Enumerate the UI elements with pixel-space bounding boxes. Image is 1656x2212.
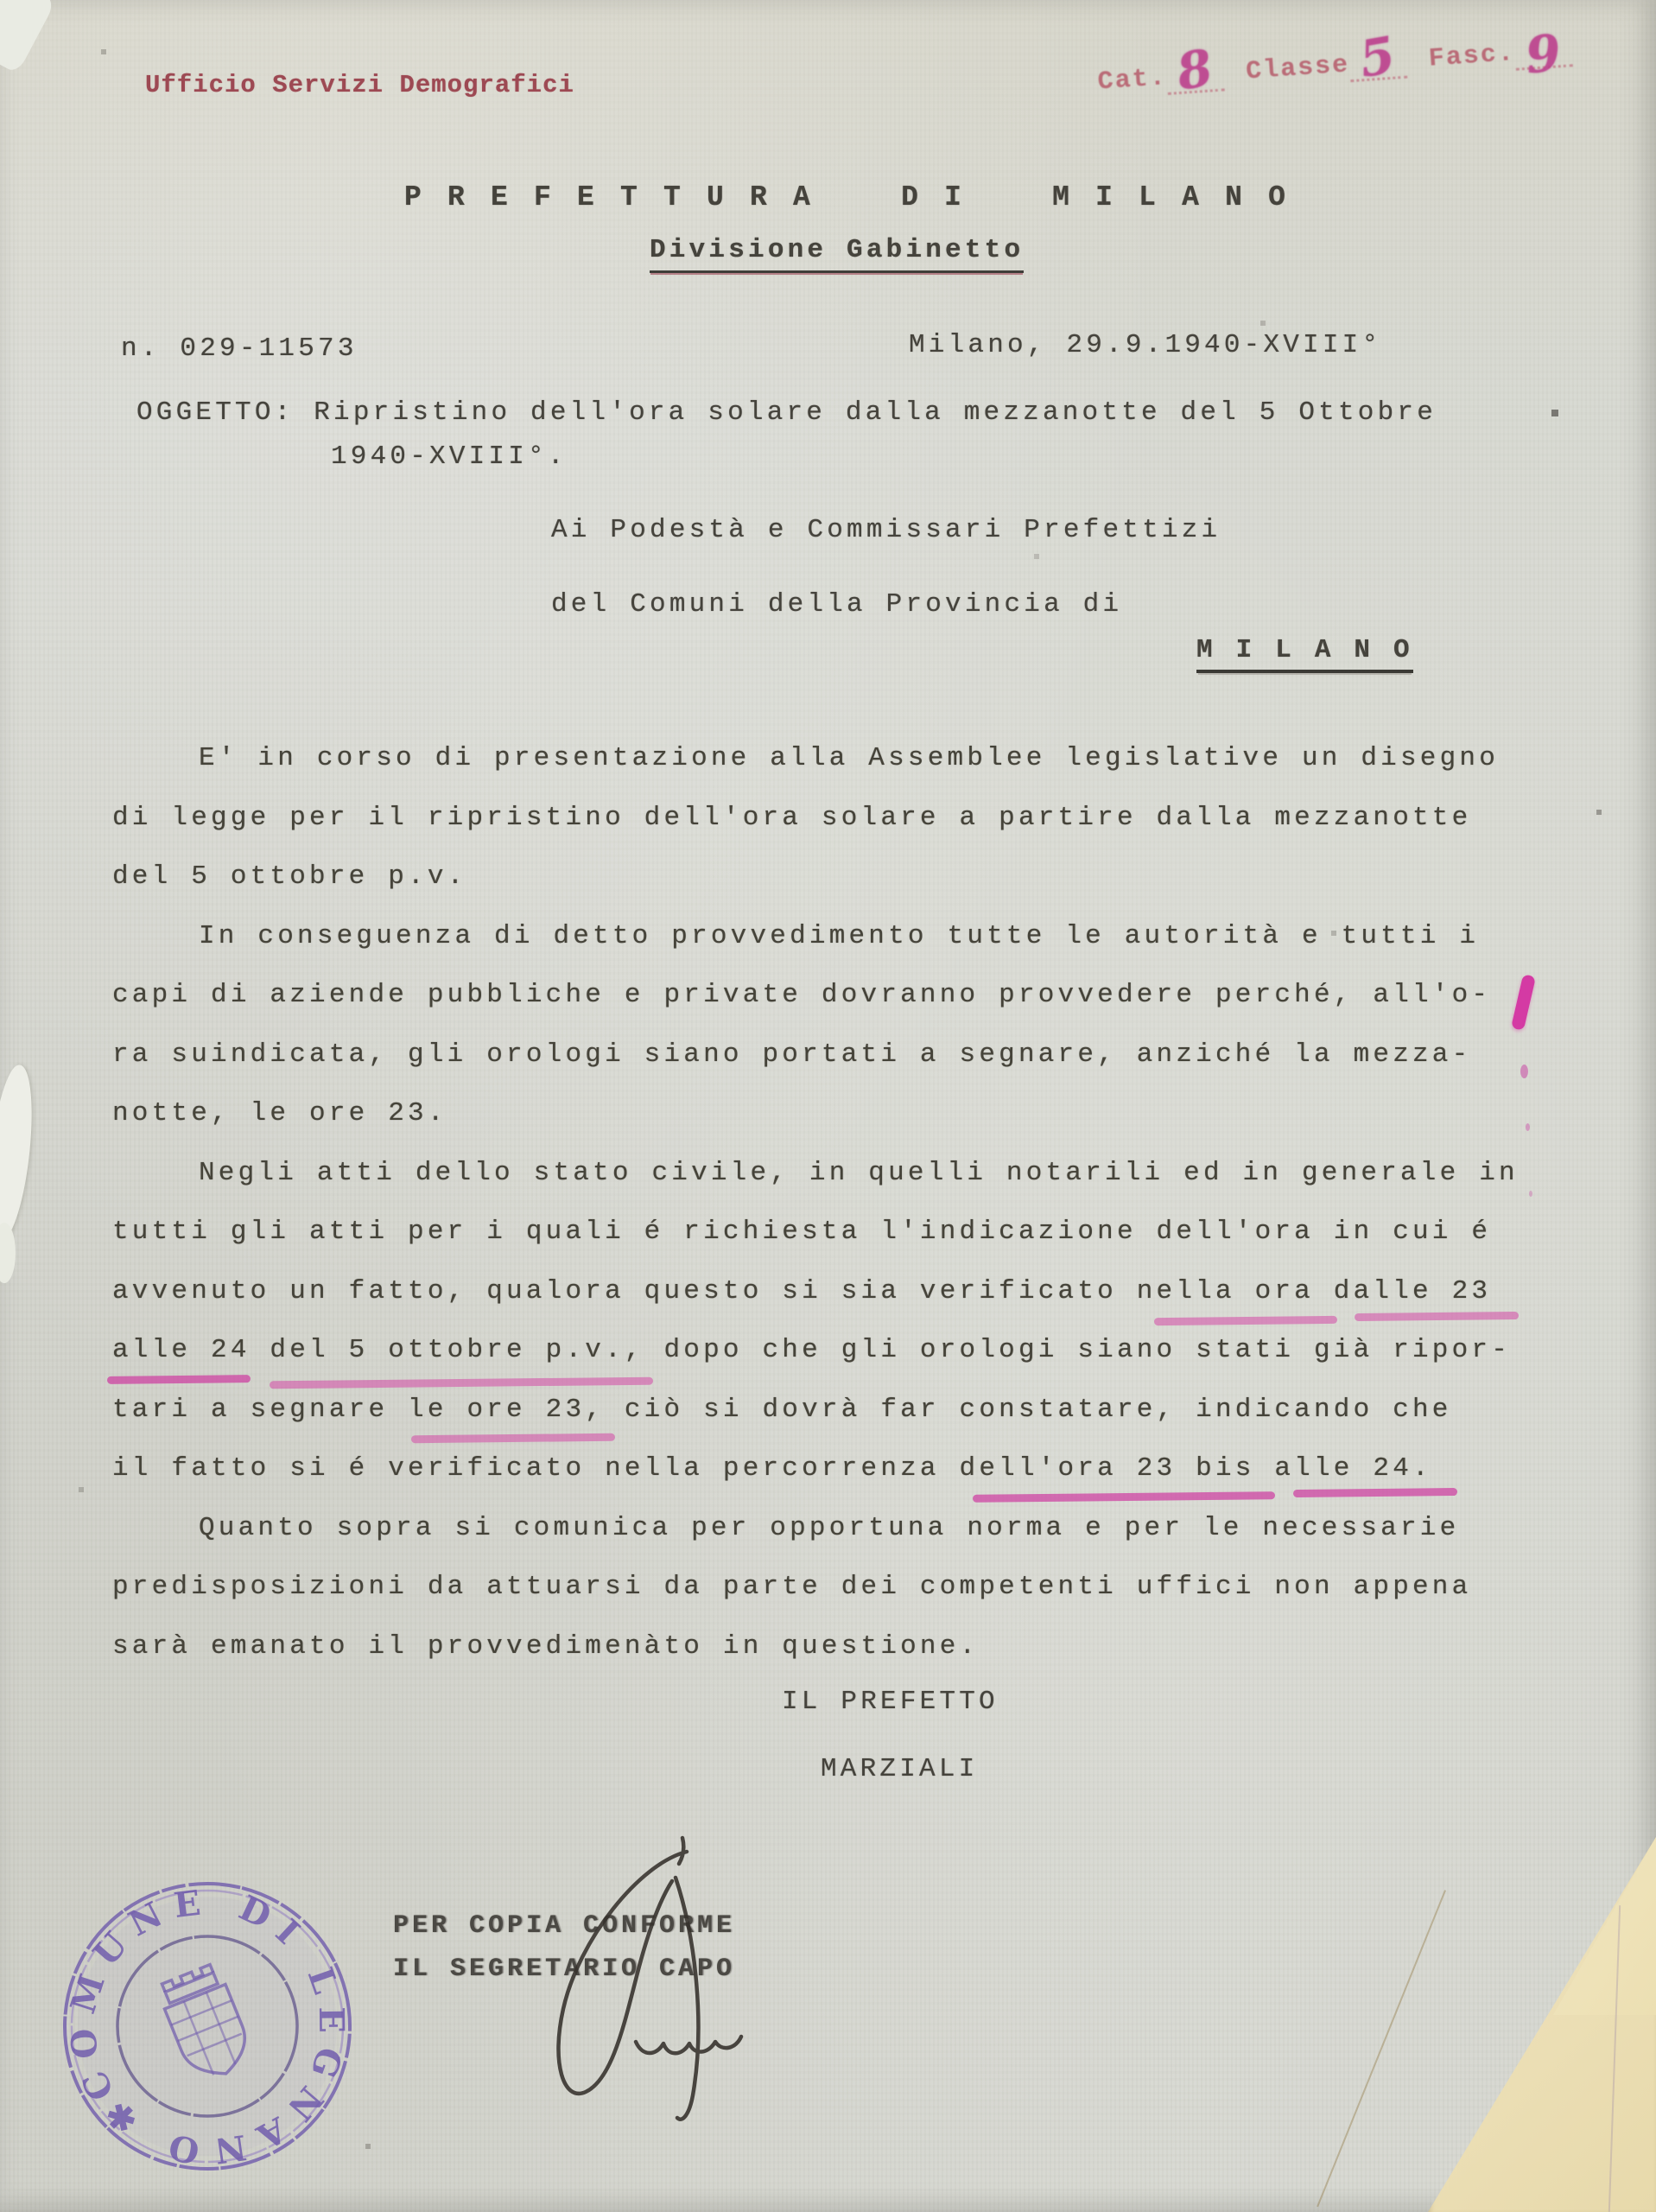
body-line: di legge per il ripristino dell'ora solare a partire dalla mezzanotte <box>112 802 1472 833</box>
letterhead-subtitle: Divisione Gabinetto <box>650 235 1024 273</box>
recipients-line-2: del Comuni della Provincia di <box>551 589 1123 620</box>
cat-label: Cat. <box>1096 63 1168 98</box>
cat-group <box>1096 37 1225 102</box>
cat-value-handwritten: 8 <box>1171 37 1219 102</box>
round-stamp-text: COMUNE DI LEGNANO ✱ <box>61 1881 352 2173</box>
classe-group <box>1244 24 1407 90</box>
pink-dot-mark <box>1529 1191 1532 1197</box>
paper-corner-crease <box>1317 1890 1446 2207</box>
body-line: E' in corso di presentazione alla Assemblee legislative un disegno <box>199 743 1499 773</box>
secretary-signature <box>466 1810 777 2147</box>
fasc-label: Fasc. <box>1427 38 1516 74</box>
letterhead-title: P R E F E T T U R A D I M I L A N O <box>404 181 1291 213</box>
cat-slot <box>1165 37 1225 102</box>
protocol-number: n. 029-11573 <box>121 334 358 364</box>
closing-title: IL PREFETTO <box>782 1687 999 1717</box>
body-line: il fatto si é verificato nella percorrenza dell'ora 23 bis alle 24. <box>112 1453 1432 1484</box>
office-header: Ufficio Servizi Demografici <box>145 71 574 99</box>
pink-dot-mark <box>1526 1123 1530 1131</box>
body-line: predisposizioni da attuarsi da parte dei competenti uffici non appena <box>112 1572 1472 1602</box>
dateline: Milano, 29.9.1940-XVIII° <box>909 330 1382 360</box>
torn-paper-top-left <box>0 0 56 74</box>
body-line: notte, le ore 23. <box>112 1098 447 1128</box>
closing-name: MARZIALI <box>821 1754 979 1784</box>
certification-line-2: IL SEGRETARIO CAPO <box>393 1955 736 1984</box>
body-line: sarà emanato il provvedimenàto in questione. <box>112 1630 980 1662</box>
body-line: avvenuto un fatto, qualora questo si sia verificato nella ora dalle 23 <box>112 1275 1492 1306</box>
fasc-value-handwritten: 9 <box>1522 22 1566 86</box>
body-line: Quanto sopra si comunica per opportuna norma e per le necessarie <box>199 1512 1460 1543</box>
fasc-slot <box>1513 22 1573 86</box>
letter-body <box>112 729 1564 1676</box>
body-line: In conseguenza di detto provvedimento tutte le autorità e tutti i <box>199 920 1480 951</box>
body-line: tutti gli atti per i quali é richiesta l'indicazione dell'ora in cui é <box>112 1217 1492 1247</box>
classe-slot <box>1348 24 1407 90</box>
underlying-paper-corner <box>1428 1837 1656 2212</box>
body-line: Negli atti dello stato civile, in quelli notarili ed in generale in <box>199 1157 1519 1188</box>
classe-label: Classe <box>1245 50 1351 87</box>
ink-specks <box>0 0 3 3</box>
torn-paper-left-edge-small <box>0 1223 16 1283</box>
recipients-line-1: Ai Podestà e Commissari Prefettizi <box>551 515 1221 545</box>
classe-value-handwritten: 5 <box>1355 24 1401 90</box>
body-line: capi di aziende pubbliche e private dovranno provvedere perché, all'o- <box>112 980 1492 1010</box>
subject-line-1: OGGETTO: Ripristino dell'ora solare dalla mezzanotte del 5 Ottobre <box>136 397 1437 428</box>
pink-dot-mark <box>1520 1065 1528 1078</box>
body-line: del 5 ottobre p.v. <box>112 861 467 892</box>
classification-stamp <box>1096 22 1585 154</box>
recipients-city: M I L A N O <box>1196 635 1413 673</box>
body-line: ra suindicata, gli orologi siano portati a segnare, anziché la mezza- <box>112 1039 1472 1070</box>
subject-line-2: 1940-XVIII°. <box>331 442 568 472</box>
body-line: alle 24 del 5 ottobre p.v., dopo che gli orologi siano stati già ripor- <box>112 1335 1512 1365</box>
fasc-group <box>1427 22 1573 86</box>
comune-di-legnano-stamp <box>41 1856 373 2196</box>
pink-underline-mark <box>107 1375 251 1384</box>
certification-line-1: PER COPIA CONFORME <box>393 1911 736 1941</box>
body-line: tari a segnare le ore 23, ciò si dovrà far constatare, indicando che <box>112 1394 1452 1425</box>
torn-paper-left-edge <box>0 1063 40 1243</box>
